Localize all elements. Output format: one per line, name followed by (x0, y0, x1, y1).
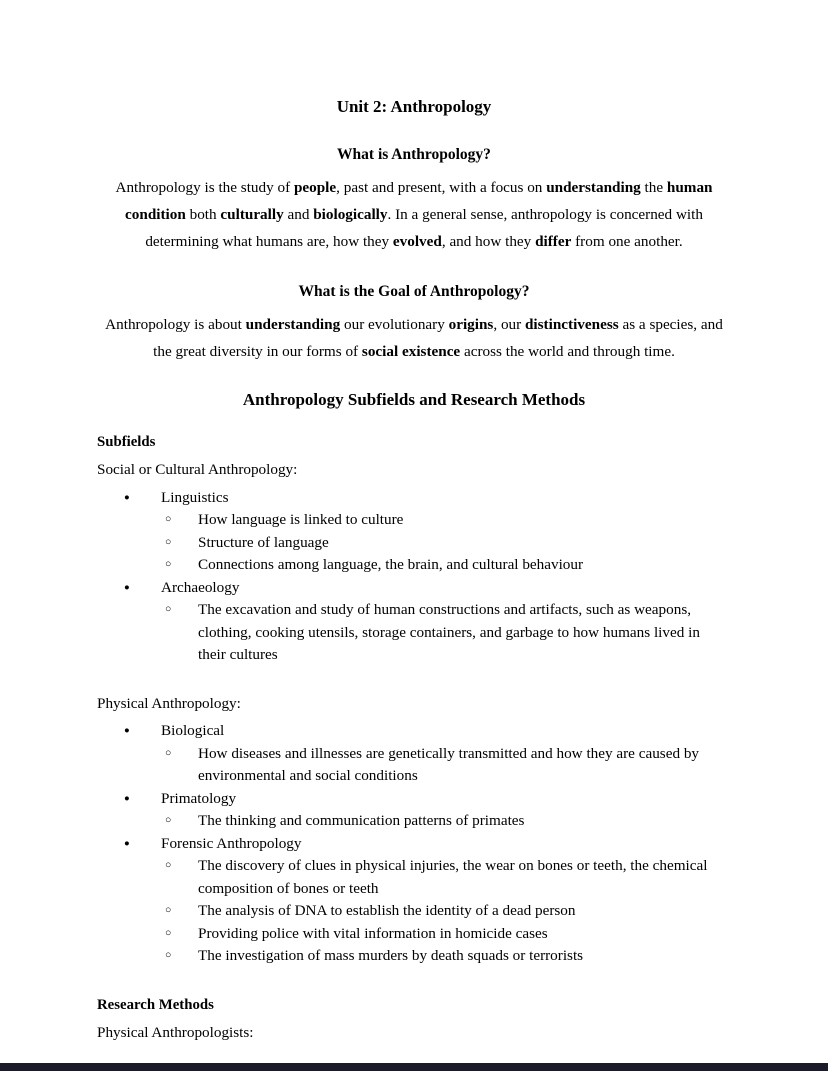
bullet-primatology: ● Primatology (97, 788, 731, 811)
heading-what-is-anthropology: What is Anthropology? (337, 146, 491, 163)
bullet-archaeology: ● Archaeology (97, 577, 731, 600)
subheading-research-methods: Research Methods (97, 996, 214, 1013)
sub-bullet-item: ○ How diseases and illnesses are genetically transmitted and how they are caused by environmental and social conditions (97, 743, 731, 788)
paragraph-goal-of-anthropology: Anthropology is about understanding our evolutionary origins, our distinctiveness as a species, and the great diversity in our forms of social existence across the world and through time. (105, 316, 723, 360)
sub-bullet-item: ○ The thinking and communication patterns of primates (97, 810, 731, 833)
sub-bullet-item: ○ Providing police with vital information in homicide cases (97, 923, 731, 946)
group-label-physical-anthropologists: Physical Anthropologists: (97, 1023, 254, 1041)
doc-title: Unit 2: Anthropology (336, 97, 492, 116)
group-label-physical-anthropology: Physical Anthropology: (97, 694, 241, 712)
sub-bullet-item: ○ Structure of language (97, 532, 731, 555)
list-social-cultural-anthropology (97, 487, 731, 667)
heading-subfields-and-research-methods: Anthropology Subfields and Research Methods (242, 390, 586, 409)
sub-bullet-item: ○ The analysis of DNA to establish the identity of a dead person (97, 900, 731, 923)
sub-bullet-item: ○ The discovery of clues in physical injuries, the wear on bones or teeth, the chemical composition of bones or teeth (97, 855, 731, 900)
bullet-biological: ● Biological (97, 720, 731, 743)
list-physical-anthropology (97, 720, 731, 968)
bullet-linguistics: ● Linguistics (97, 487, 731, 510)
bullet-forensic-anthropology: ● Forensic Anthropology (97, 833, 731, 856)
sub-bullet-item: ○ Connections among language, the brain, and cultural behaviour (97, 554, 731, 577)
subheading-subfields: Subfields (97, 434, 156, 450)
sub-bullet-item: ○ The investigation of mass murders by death squads or terrorists (97, 945, 731, 968)
bottom-edge-bar (0, 1063, 828, 1071)
group-label-social-cultural-anthropology: Social or Cultural Anthropology: (97, 461, 298, 478)
paragraph-what-is-anthropology: Anthropology is the study of people, past and present, with a focus on understanding the human condition both culturally and biologically. In a general sense, anthropology is concerned with determining what humans are, how they evolved, and how they differ from one another. (115, 179, 713, 250)
sub-bullet-item: ○ The excavation and study of human constructions and artifacts, such as weapons, clothing, cooking utensils, storage containers, and garbage to how humans lived in their cultures (97, 599, 731, 667)
sub-bullet-item: ○ How language is linked to culture (97, 509, 731, 532)
heading-goal-of-anthropology: What is the Goal of Anthropology? (298, 283, 530, 300)
